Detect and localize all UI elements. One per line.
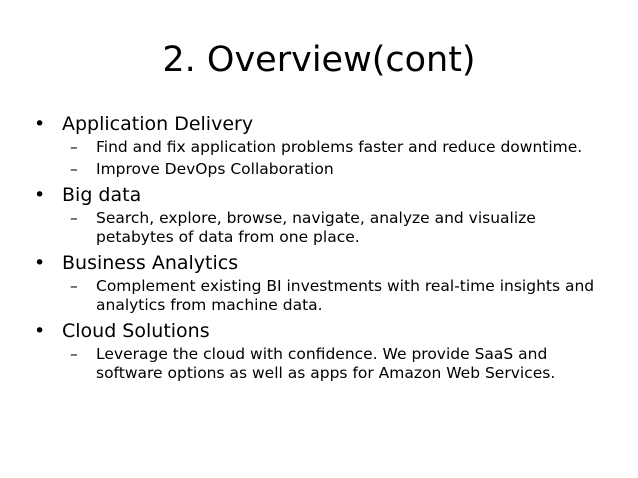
bullet-item-cloud-solutions: [32, 319, 612, 383]
sub-item-text: Leverage the cloud with confidence. We provide SaaS and software options as well as apps for Amazon Web Services.: [96, 345, 556, 382]
dash-icon: –: [70, 138, 78, 156]
slide-title: 2. Overview(cont): [162, 40, 476, 80]
bullet-item-business-analytics: [32, 251, 612, 315]
bullet-label: Big data: [62, 184, 142, 206]
bullet-icon: •: [34, 184, 46, 206]
sub-item: [70, 277, 612, 315]
sub-item: [70, 138, 612, 157]
bullet-label: Business Analytics: [62, 252, 239, 274]
bullet-icon: •: [34, 320, 46, 342]
sub-item-text: Find and fix application problems faster and reduce downtime.: [96, 138, 583, 156]
dash-icon: –: [70, 345, 78, 363]
bullet-label: Cloud Solutions: [62, 320, 210, 342]
dash-icon: –: [70, 277, 78, 295]
dash-icon: –: [70, 160, 78, 178]
sub-item-text: Search, explore, browse, navigate, analyze and visualize petabytes of data from one place.: [96, 209, 536, 246]
sub-list: [62, 277, 612, 315]
sub-item: [70, 209, 612, 247]
sub-item: [70, 345, 612, 383]
sub-item: [70, 160, 612, 179]
bullet-icon: •: [34, 113, 46, 135]
bullet-item-application-delivery: [32, 112, 612, 179]
sub-list: [62, 345, 612, 383]
bullet-list: [32, 112, 612, 386]
sub-item-text: Complement existing BI investments with real-time insights and analytics from machine data.: [96, 277, 595, 314]
sub-item-text: Improve DevOps Collaboration: [96, 160, 334, 178]
bullet-icon: •: [34, 252, 46, 274]
sub-list: [62, 209, 612, 247]
dash-icon: –: [70, 209, 78, 227]
bullet-label: Application Delivery: [62, 113, 254, 135]
sub-list: [62, 138, 612, 179]
bullet-item-big-data: [32, 183, 612, 247]
